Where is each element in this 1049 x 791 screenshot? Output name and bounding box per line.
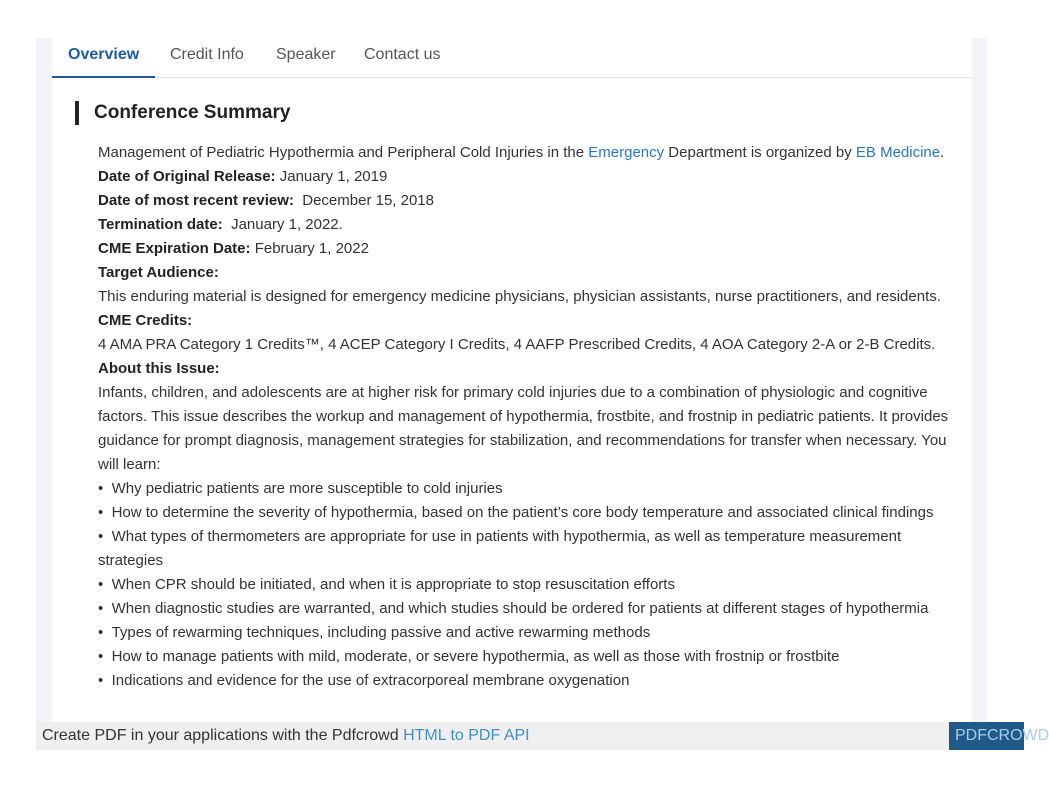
intro-text-3: . bbox=[940, 144, 945, 161]
cme-credits-heading: CME Credits: bbox=[98, 312, 193, 329]
field-label: Date of most recent review: bbox=[98, 192, 294, 209]
learning-bullet: • What types of thermometers are appropriate for use in patients with hypothermia, as well as temperature measurement strategies bbox=[98, 525, 970, 573]
tab-overview[interactable]: Overview bbox=[68, 38, 139, 77]
section-heading: Conference Summary bbox=[75, 101, 290, 125]
target-audience-label bbox=[98, 261, 970, 285]
learning-bullet: • Why pediatric patients are more susceptible to cold injuries bbox=[98, 477, 970, 501]
learning-bullet: • When diagnostic studies are warranted, and which studies should be ordered for patients at different stages of hypothermia bbox=[98, 597, 970, 621]
field-cme-expiration bbox=[98, 237, 970, 261]
tab-contact-us[interactable]: Contact us bbox=[364, 46, 441, 63]
field-label: CME Expiration Date: bbox=[98, 240, 251, 257]
banner-text bbox=[42, 722, 530, 750]
field-label: Termination date: bbox=[98, 216, 223, 233]
learning-bullet: • How to determine the severity of hypothermia, based on the patient’s core body temperature and associated clinical findings bbox=[98, 501, 970, 525]
about-issue-heading: About this Issue: bbox=[98, 360, 220, 377]
tab-credit-info[interactable]: Credit Info bbox=[170, 46, 244, 63]
field-termination-date bbox=[98, 213, 970, 237]
learning-bullet: • How to manage patients with mild, moderate, or severe hypothermia, as well as those with frostnip or frostbite bbox=[98, 645, 970, 669]
banner-message: Create PDF in your applications with the Pdfcrowd bbox=[42, 727, 404, 744]
tab-speaker[interactable]: Speaker bbox=[276, 46, 336, 63]
intro-text-1: Management of Pediatric Hypothermia and Peripheral Cold Injuries in the bbox=[98, 144, 589, 161]
field-original-release bbox=[98, 165, 970, 189]
field-value: January 1, 2019 bbox=[275, 168, 388, 185]
intro-text-2: Department is organized by bbox=[664, 144, 856, 161]
field-value: January 1, 2022. bbox=[222, 216, 343, 233]
target-audience-heading: Target Audience: bbox=[98, 264, 219, 281]
field-value: February 1, 2022 bbox=[250, 240, 369, 257]
field-label: Date of Original Release: bbox=[98, 168, 276, 185]
field-value: December 15, 2018 bbox=[293, 192, 434, 209]
cme-credits-text: 4 AMA PRA Category 1 Credits™, 4 ACEP Category I Credits, 4 AAFP Prescribed Credits, 4 AOA Category 2-A or 2-B Credits. bbox=[98, 336, 936, 353]
pdfcrowd-logo[interactable]: PDFCROWD bbox=[949, 722, 1024, 750]
learning-bullet: • Indications and evidence for the use of extracorporeal membrane oxygenation bbox=[98, 669, 970, 693]
target-audience-text: This enduring material is designed for emergency medicine physicians, physician assistants, nurse practitioners, and residents. bbox=[98, 288, 941, 305]
pdfcrowd-banner bbox=[36, 722, 1049, 750]
intro-paragraph bbox=[98, 141, 970, 165]
eb-medicine-link[interactable]: EB Medicine bbox=[855, 144, 941, 161]
learning-bullet: • Types of rewarming techniques, including passive and active rewarming methods bbox=[98, 621, 970, 645]
about-issue-label bbox=[98, 357, 970, 381]
field-recent-review bbox=[98, 189, 970, 213]
html-to-pdf-api-link[interactable]: HTML to PDF API bbox=[403, 727, 530, 744]
learning-bullet: • When CPR should be initiated, and when it is appropriate to stop resuscitation efforts bbox=[98, 573, 970, 597]
about-issue-text: Infants, children, and adolescents are at higher risk for primary cold injuries due to a combination of physiologic and cognitive factors. This issue describes the workup and management of hypothermia, frostbite, and frostnip in pediatric patients. It provides guidance for prompt diagnosis, management strategies for stabilization, and recommendations for transfer when necessary. You will learn: bbox=[98, 384, 949, 473]
emergency-link[interactable]: Emergency bbox=[588, 144, 665, 161]
tab-bar bbox=[52, 38, 972, 78]
conference-summary-body bbox=[98, 141, 970, 693]
cme-credits-label bbox=[98, 309, 970, 333]
